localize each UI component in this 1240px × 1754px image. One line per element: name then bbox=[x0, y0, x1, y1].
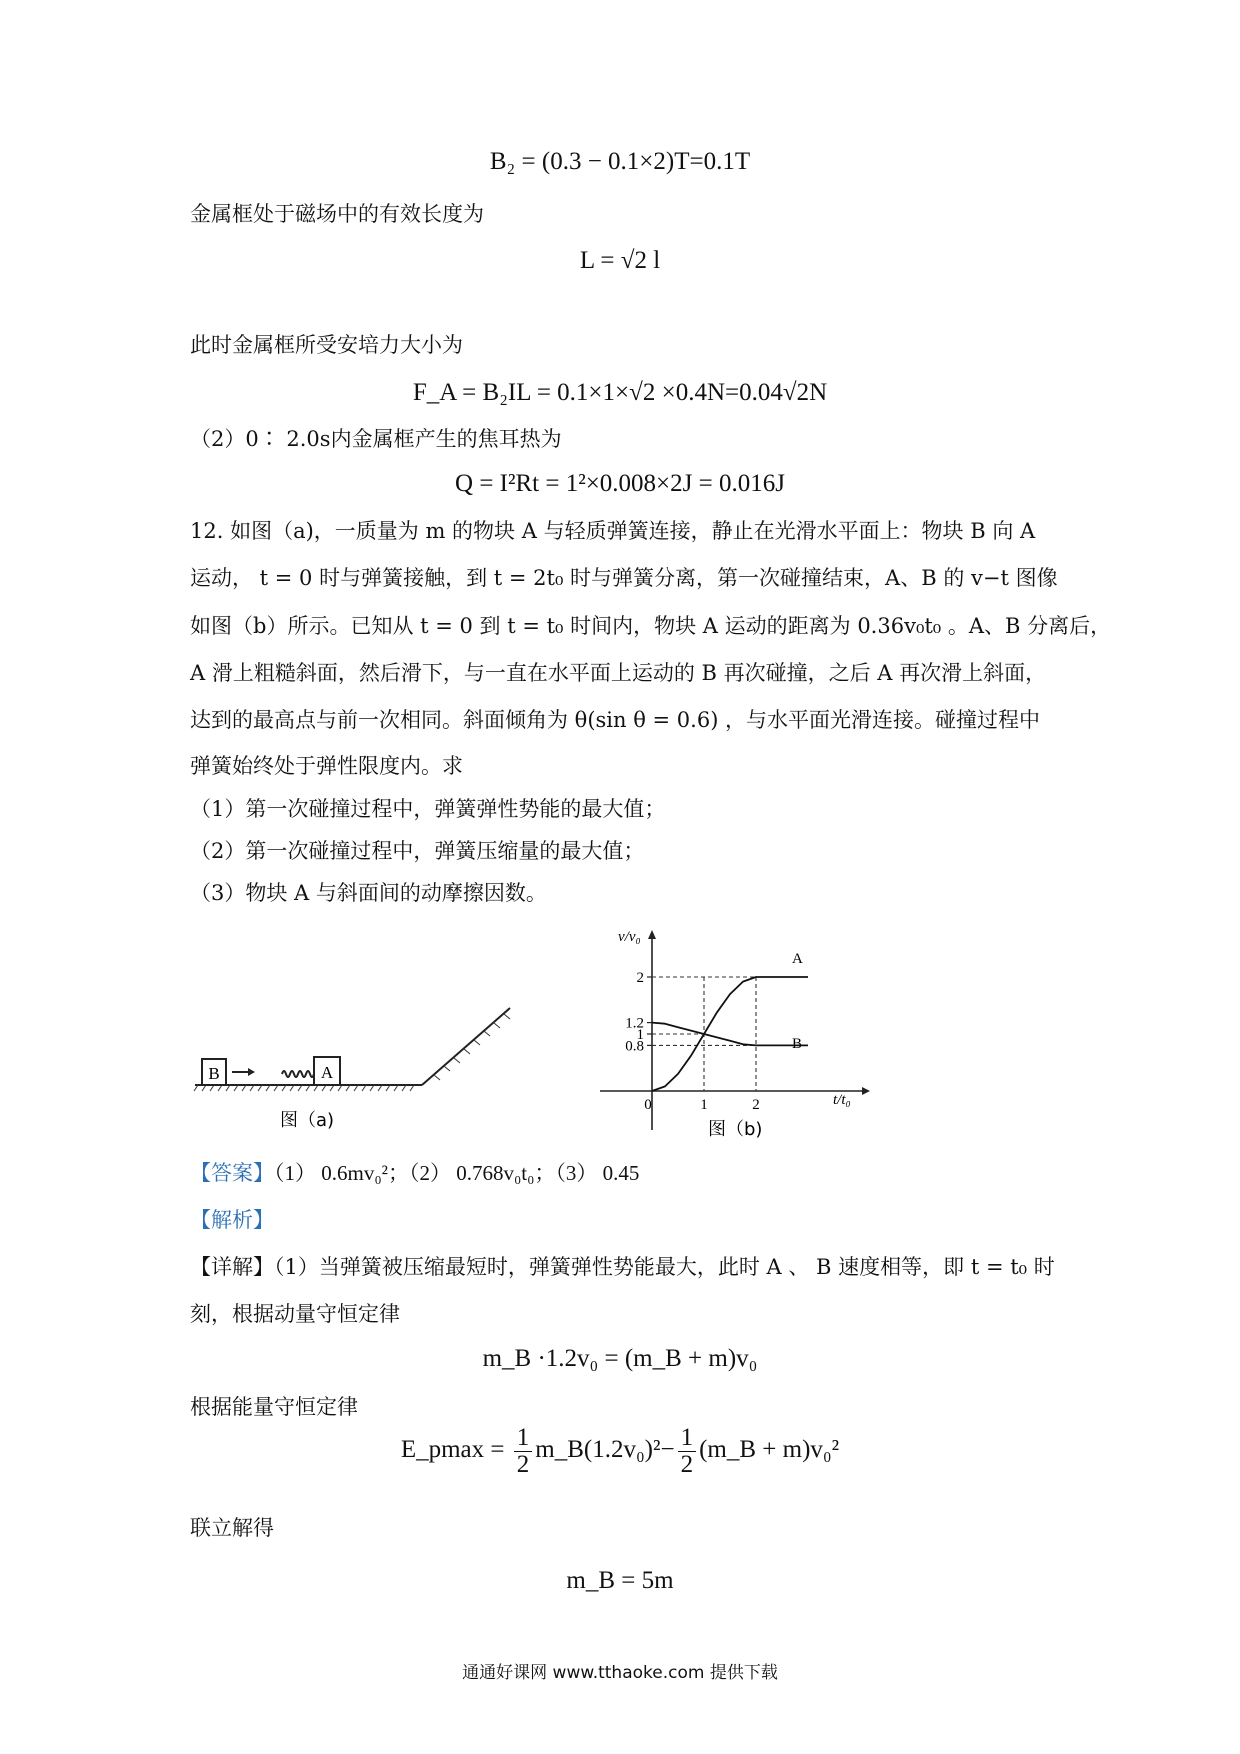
energy-term2: (m_B + m)v₀² bbox=[699, 1436, 840, 1464]
ground-surface bbox=[194, 1008, 510, 1091]
answer-line bbox=[190, 1158, 1070, 1188]
question12-line6: 弹簧始终处于弹性限度内。求 bbox=[190, 754, 463, 778]
x-tick-label-0: 0 bbox=[644, 1097, 652, 1113]
Q-equation: Q = I²Rt = 1²×0.008×2J = 0.016J bbox=[455, 470, 785, 497]
answer-label: 【答案】 bbox=[190, 1161, 274, 1185]
y-axis-arrow bbox=[648, 930, 656, 939]
curve-a-label: A bbox=[792, 951, 803, 967]
effective-length-text: 金属框处于磁场中的有效长度为 bbox=[190, 202, 484, 226]
joule-heat-text: （2）0∶ 2.0s内金属框产生的焦耳热为 bbox=[190, 427, 562, 451]
x-tick-label-2: 2 bbox=[752, 1097, 760, 1113]
y-tick-label-1.2: 1.2 bbox=[625, 1015, 644, 1032]
solve-text: 联立解得 bbox=[190, 1516, 274, 1540]
spring bbox=[282, 1071, 314, 1077]
energy-text: 根据能量守恒定律 bbox=[190, 1395, 358, 1419]
y-axis-label: v/v₀ bbox=[618, 929, 641, 945]
momentum-equation: m_B ·1.2v₀ = (m_B + m)v₀ bbox=[482, 1345, 758, 1372]
curve-b-label: B bbox=[792, 1036, 803, 1052]
energy-term1: m_B(1.2v₀)²− bbox=[535, 1436, 675, 1464]
mB-equation: m_B = 5m bbox=[566, 1567, 674, 1594]
question12-line1: 12. 如图（a)，一质量为 m 的物块 A 与轻质弹簧连接，静止在光滑水平面上：物块 B 向 A bbox=[190, 519, 1036, 543]
subquestion-2: （2）第一次碰撞过程中，弹簧压缩量的最大值； bbox=[190, 839, 645, 863]
y-tick-label-0.8: 0.8 bbox=[625, 1038, 644, 1055]
fraction-half-2: $\frac{1}{2}$ bbox=[678, 1425, 697, 1478]
x-axis-arrow bbox=[862, 1087, 870, 1095]
footer-source: 通通好课网 www.tthaoke.com 提供下载 bbox=[462, 1663, 778, 1683]
figure-a-caption: 图（a) bbox=[280, 1110, 335, 1131]
question12-line5: 达到的最高点与前一次相同。斜面倾角为 θ(sin θ = 0.6) ，与水平面光滑连接。碰撞过程中 bbox=[190, 708, 1041, 732]
subquestion-3: （3）物块 A 与斜面间的动摩擦因数。 bbox=[190, 881, 547, 905]
figure-a bbox=[190, 990, 530, 1140]
block-b-label: B bbox=[208, 1064, 220, 1083]
FA-equation: F_A = B₂IL = 0.1×1×√2 ×0.4N=0.04√2N bbox=[412, 379, 828, 406]
detail-line2: 刻，根据动量守恒定律 bbox=[190, 1302, 400, 1326]
figure-b-caption: 图（b) bbox=[708, 1119, 763, 1140]
question12-line3: 如图（b）所示。已知从 t = 0 到 t = t₀ 时间内，物块 A 运动的距离为 0.36v₀t₀ 。A、B 分离后， bbox=[190, 614, 1112, 638]
fraction-half-1: $\frac{1}{2}$ bbox=[514, 1425, 533, 1478]
analysis-label: 【解析】 bbox=[190, 1208, 274, 1232]
energy-equation bbox=[0, 1425, 1240, 1478]
answer-text: （1） 0.6mv₀²；（2） 0.768v₀t₀；（3） 0.45 bbox=[274, 1161, 640, 1185]
x-tick-label-1: 1 bbox=[700, 1097, 708, 1113]
question12-line4: A 滑上粗糙斜面，然后滑下，与一直在水平面上运动的 B 再次碰撞，之后 A 再次滑上斜面， bbox=[190, 661, 1047, 685]
arrow-right-icon bbox=[232, 1068, 255, 1076]
b2-equation: B₂ = (0.3 − 0.1×2)T=0.1T bbox=[489, 148, 751, 175]
x-axis-label: t/t₀ bbox=[833, 1092, 851, 1108]
y-tick-label-1: 1 bbox=[636, 1027, 644, 1043]
block-a-label: A bbox=[320, 1063, 334, 1082]
figure-b-vt-chart bbox=[600, 925, 870, 1145]
L-equation: L = √2 l bbox=[579, 247, 661, 274]
energy-lhs: E_pmax = bbox=[400, 1436, 505, 1464]
subquestion-1: （1）第一次碰撞过程中，弹簧弹性势能的最大值； bbox=[190, 797, 666, 821]
y-tick-label-2: 2 bbox=[636, 970, 644, 986]
ampere-force-text: 此时金属框所受安培力大小为 bbox=[190, 333, 463, 357]
detail-line1: 【详解】（1）当弹簧被压缩最短时，弹簧弹性势能最大，此时 A 、 B 速度相等，即 t = t₀ 时 bbox=[190, 1255, 1055, 1279]
question12-line2: 运动， t = 0 时与弹簧接触，到 t = 2t₀ 时与弹簧分离，第一次碰撞结束，A、B 的 v−t 图像 bbox=[190, 566, 1058, 590]
